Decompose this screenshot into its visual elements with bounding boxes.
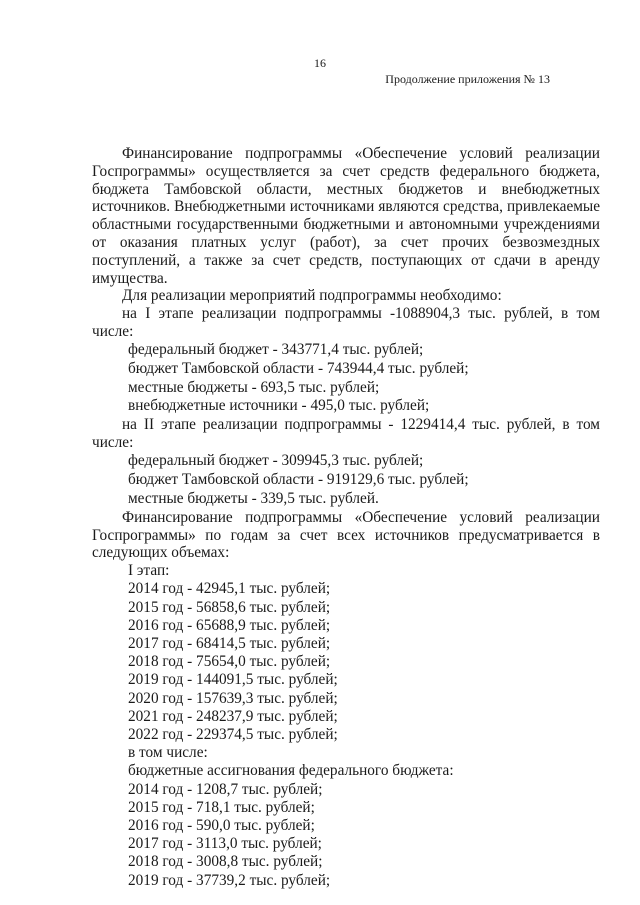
list-item: бюджет Тамбовской области - 919129,6 тыс. рублей; xyxy=(128,470,469,488)
list-item: 2015 год - 718,1 тыс. рублей; xyxy=(128,798,315,816)
list-item: федеральный бюджет - 309945,3 тыс. рублей; xyxy=(128,451,424,469)
list-item: 2019 год - 144091,5 тыс. рублей; xyxy=(128,671,338,689)
list-item: 2018 год - 75654,0 тыс. рублей; xyxy=(128,653,331,671)
list-item: 2017 год - 3113,0 тыс. рублей; xyxy=(128,835,322,853)
list-item: 2014 год - 42945,1 тыс. рублей; xyxy=(128,580,331,598)
stage1-lead: на I этапе реализации подпрограммы -1088904,3 тыс. рублей, в том числе: xyxy=(92,305,600,340)
list-item: местные бюджеты - 339,5 тыс. рублей. xyxy=(128,489,379,507)
document-body xyxy=(92,145,600,890)
stage2-lead: на II этапе реализации подпрограммы - 1229414,4 тыс. рублей, в том числе: xyxy=(92,416,600,452)
list-item: 2018 год - 3008,8 тыс. рублей; xyxy=(128,853,323,871)
annual-totals-list xyxy=(92,562,600,890)
list-item: 2016 год - 590,0 тыс. рублей; xyxy=(128,816,315,834)
list-item: 2014 год - 1208,7 тыс. рублей; xyxy=(128,780,323,798)
stage2-sources-list xyxy=(92,452,600,509)
list-item: местные бюджеты - 693,5 тыс. рублей; xyxy=(128,378,380,396)
page-number: 16 xyxy=(314,56,326,70)
list-item: 2016 год - 65688,9 тыс. рублей; xyxy=(128,616,331,634)
stage1-label: I этап: xyxy=(128,562,170,580)
federal-label: бюджетные ассигнования федерального бюджета: xyxy=(128,762,454,780)
list-item: 2015 год - 56858,6 тыс. рублей; xyxy=(128,598,331,616)
intro-paragraph: Финансирование подпрограммы «Обеспечение условий реализации Госпрограммы» осуществляется за счет средств федерального бюджета, бюджета Тамбовской области, местных бюджетов и внебюджетных источников. Внебюджетными источниками являются средства, привлекаемые областными государственными бюджетными и автономными учреждениями от оказания платных услуг (работ), за счет прочих безвозмездных поступлений, а также за счет средств, поступающих от сдачи в аренду имущества. xyxy=(92,145,600,287)
including-label: в том числе: xyxy=(128,744,208,762)
list-item: 2017 год - 68414,5 тыс. рублей; xyxy=(128,634,331,652)
list-item: бюджет Тамбовской области - 743944,4 тыс. рублей; xyxy=(128,359,469,377)
list-item: 2020 год - 157639,3 тыс. рублей; xyxy=(128,689,338,707)
list-item: 2021 год - 248237,9 тыс. рублей; xyxy=(128,707,338,725)
list-item: внебюджетные источники - 495,0 тыс. рублей; xyxy=(128,397,430,415)
requirement-lead: Для реализации мероприятий подпрограммы необходимо: xyxy=(122,287,502,305)
by-year-paragraph: Финансирование подпрограммы «Обеспечение условий реализации Госпрограммы» по годам за счет всех источников предусматривается в следующих объемах: xyxy=(92,508,600,562)
list-item: 2022 год - 229374,5 тыс. рублей; xyxy=(128,725,338,743)
appendix-continuation-note: Продолжение приложения № 13 xyxy=(385,72,550,86)
list-item: федеральный бюджет - 343771,4 тыс. рублей; xyxy=(128,340,424,358)
list-item: 2019 год - 37739,2 тыс. рублей; xyxy=(128,871,331,889)
stage1-sources-list xyxy=(92,341,600,417)
